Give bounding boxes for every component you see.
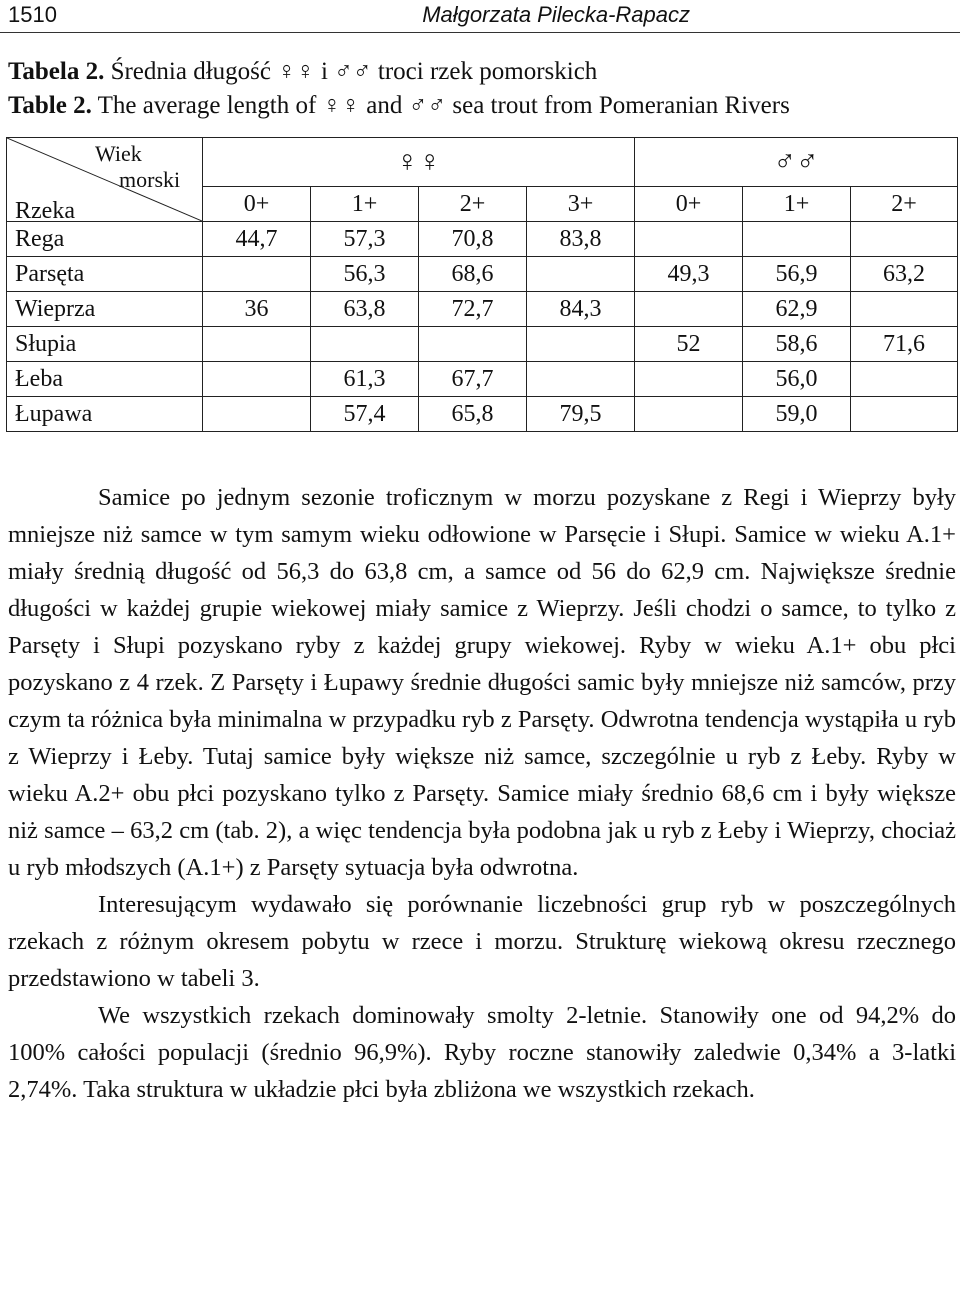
age-class-header: 2+ <box>419 187 527 222</box>
table-caption-polish <box>8 56 597 87</box>
table-row <box>7 222 958 257</box>
length-value-cell <box>419 327 527 362</box>
age-class-header: 3+ <box>527 187 635 222</box>
length-value-cell <box>203 362 311 397</box>
paragraph-3: We wszystkich rzekach dominowały smolty 2-letnie. Stanowiły one od 94,2% do 100% całości populacji (średnio 96,9%). Ryby roczne stanowiły zaledwie 0,34% a 3-latki 2,74%. Taka struktura w układzie płci była zbliżona we wszystkich rzekach. <box>8 1002 956 1103</box>
river-name-cell: Rega <box>7 222 203 257</box>
age-class-header: 0+ <box>635 187 743 222</box>
length-value-cell <box>203 257 311 292</box>
length-table <box>6 137 958 432</box>
length-value-cell <box>527 362 635 397</box>
length-value-cell: 65,8 <box>419 397 527 432</box>
length-value-cell: 56,9 <box>743 257 851 292</box>
table-header-row-sex <box>7 138 958 187</box>
length-value-cell <box>311 327 419 362</box>
caption-text-english: The average length of ♀♀ and ♂♂ sea trout from Pomeranian Rivers <box>97 92 790 119</box>
length-value-cell: 84,3 <box>527 292 635 327</box>
running-head-author: Małgorzata Pilecka-Rapacz <box>422 2 690 27</box>
age-class-header: 1+ <box>743 187 851 222</box>
table-row <box>7 327 958 362</box>
length-value-cell: 63,2 <box>851 257 958 292</box>
length-value-cell: 57,3 <box>311 222 419 257</box>
length-value-cell <box>851 292 958 327</box>
table-row <box>7 257 958 292</box>
river-name-cell: Łeba <box>7 362 203 397</box>
river-name-cell: Łupawa <box>7 397 203 432</box>
male-header: ♂♂ <box>635 138 958 187</box>
length-value-cell: 68,6 <box>419 257 527 292</box>
length-value-cell: 44,7 <box>203 222 311 257</box>
length-value-cell <box>743 222 851 257</box>
corner-label-river: Rzeka <box>15 198 75 224</box>
table-row <box>7 292 958 327</box>
age-class-header: 2+ <box>851 187 958 222</box>
length-value-cell: 72,7 <box>419 292 527 327</box>
table-row <box>7 362 958 397</box>
length-value-cell <box>635 362 743 397</box>
length-value-cell: 67,7 <box>419 362 527 397</box>
length-value-cell: 56,3 <box>311 257 419 292</box>
length-value-cell: 49,3 <box>635 257 743 292</box>
paragraph-1: Samice po jednym sezonie troficznym w morzu pozyskane z Regi i Wieprzy były mniejsze niż samce w tym samym wieku odłowione w Parsęcie i Słupi. Samice w wieku A.1+ miały średnią długość od 56,3 do 63,8 cm, a samce od 56 do 62,9 cm. Największe średnie długości w każdej grupie wiekowej miały samice z Wieprzy. Jeśli chodzi o samce, to tylko z Parsęty i Słupi pozyskano ryby z każdej grupy wiekowej. Ryby w wieku A.1+ obu płci pozyskano z 4 rzek. Z Parsęty i Łupawy średnie długości samic były mniejsze niż samców, przy czym ta różnica była minimalna w przypadku ryb z Parsęty. Odwrotna tendencja wystąpiła u ryb z Wieprzy i Łeby. Tutaj samice były większe niż samce, szczególnie u ryb z Łeby. Ryby w wieku A.2+ obu płci pozyskano tylko z Parsęty. Samice miały średnio 68,6 cm i były większe niż samce – 63,2 cm (tab. 2), a więc tendencja była podobna jak u ryb z Łeby i Wieprzy, chociaż u ryb młodszych (A.1+) z Parsęty sytuacja była odwrotna. <box>8 484 956 881</box>
length-value-cell: 59,0 <box>743 397 851 432</box>
age-class-header: 0+ <box>203 187 311 222</box>
river-name-cell: Parsęta <box>7 257 203 292</box>
length-value-cell <box>635 222 743 257</box>
table-caption-english <box>8 90 790 121</box>
length-value-cell: 63,8 <box>311 292 419 327</box>
paragraph-2: Interesującym wydawało się porównanie liczebności grup ryb w poszczególnych rzekach z różnym okresem pobytu w rzece i morzu. Strukturę wiekową okresu rzecznego przedstawiono w tabeli 3. <box>8 891 956 992</box>
length-value-cell <box>635 292 743 327</box>
length-value-cell: 57,4 <box>311 397 419 432</box>
length-value-cell <box>203 327 311 362</box>
length-value-cell: 71,6 <box>851 327 958 362</box>
age-class-header: 1+ <box>311 187 419 222</box>
river-name-cell: Słupia <box>7 327 203 362</box>
length-value-cell <box>527 327 635 362</box>
length-value-cell: 83,8 <box>527 222 635 257</box>
caption-text-polish: Średnia długość ♀♀ i ♂♂ troci rzek pomorskich <box>110 58 598 85</box>
table-corner-cell <box>7 138 203 222</box>
length-value-cell: 58,6 <box>743 327 851 362</box>
length-value-cell: 79,5 <box>527 397 635 432</box>
caption-label-english: Table 2. <box>8 92 92 119</box>
length-value-cell: 62,9 <box>743 292 851 327</box>
length-value-cell <box>851 222 958 257</box>
length-value-cell <box>203 397 311 432</box>
caption-label-polish: Tabela 2. <box>8 58 105 85</box>
length-value-cell: 56,0 <box>743 362 851 397</box>
page-number: 1510 <box>8 2 57 27</box>
river-name-cell: Wieprza <box>7 292 203 327</box>
corner-label-age: Wiek <box>95 141 142 166</box>
length-value-cell <box>527 257 635 292</box>
female-header: ♀♀ <box>203 138 635 187</box>
length-value-cell <box>851 397 958 432</box>
length-value-cell: 70,8 <box>419 222 527 257</box>
body-text <box>8 479 956 1108</box>
page-header <box>0 0 960 33</box>
length-value-cell: 52 <box>635 327 743 362</box>
table-row <box>7 397 958 432</box>
length-value-cell <box>635 397 743 432</box>
length-value-cell <box>851 362 958 397</box>
corner-label-sea: morski <box>119 167 181 192</box>
length-value-cell: 36 <box>203 292 311 327</box>
length-value-cell: 61,3 <box>311 362 419 397</box>
